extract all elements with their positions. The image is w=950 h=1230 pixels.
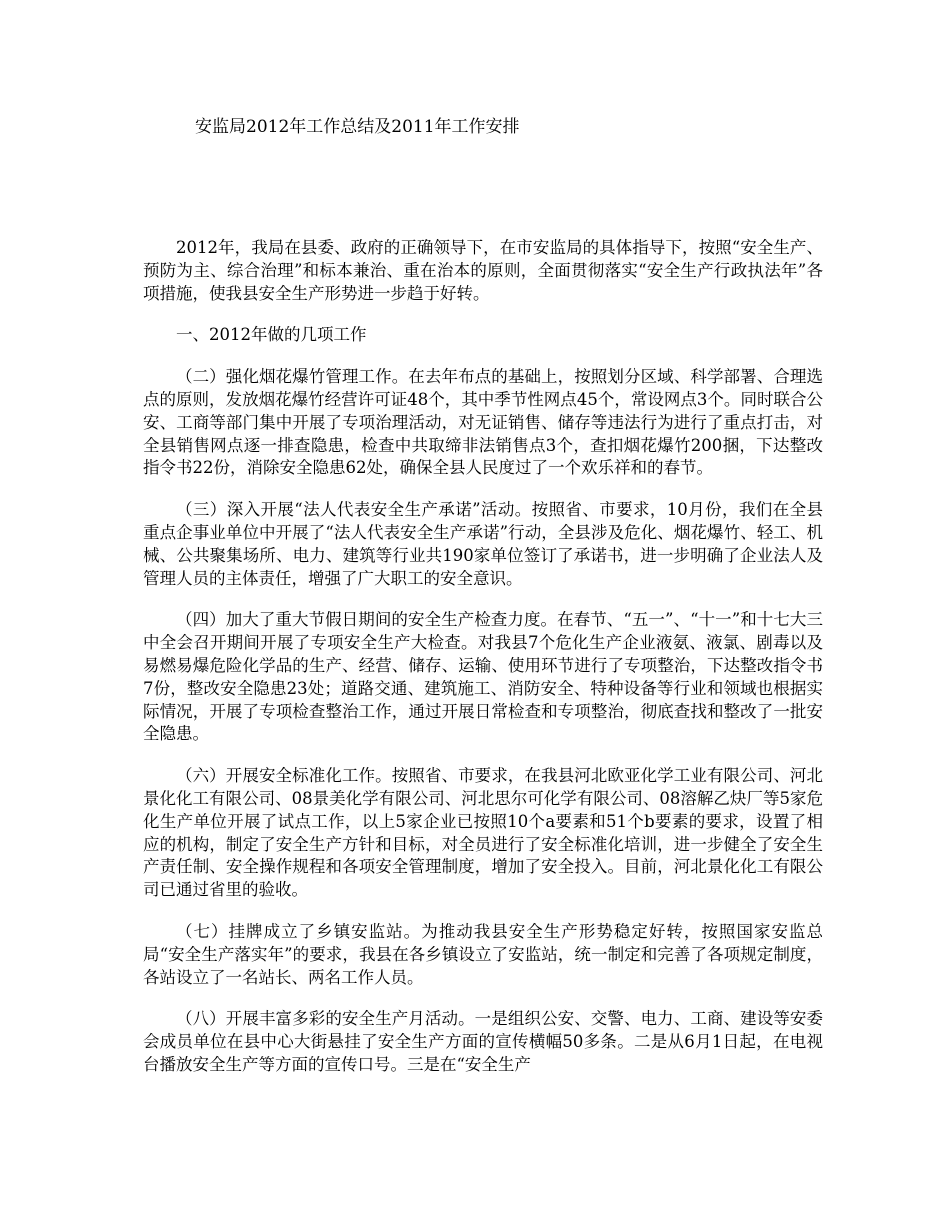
paragraph-standardization: （六）开展安全标准化工作。按照省、市要求，在我县河北欧亚化学工业有限公司、河北景化化工有限公司、08景美化学有限公司、河北思尔可化学有限公司、08溶解乙炔厂等5家危化生产单位开展了试点工作，以上5家企业已按照10个a要素和51个b要素的要求，设置了相应的机构，制定了安全生产方针和目标，对全员进行了安全标准化培训，进一步健全了安全生产责任制、安全操作规程和各项安全管理制度，增加了安全投入。目前，河北景化化工有限公司已通过省里的验收。 (143, 766, 823, 900)
intro-paragraph: 2012年，我局在县委、政府的正确领导下，在市安监局的具体指导下，按照“安全生产、预防为主、综合治理”和标本兼治、重在治本的原则，全面贯彻落实“安全生产行政执法年”各项措施，使我县安全生产形势进一步趋于好转。 (143, 238, 823, 303)
paragraph-fireworks: （二）强化烟花爆竹管理工作。在去年布点的基础上，按照划分区域、科学部署、合理选点的原则，发放烟花爆竹经营许可证48个，其中季节性网点45个，常设网点3个。同时联合公安、工商等部门集中开展了专项治理活动，对无证销售、储存等违法行为进行了重点打击，对全县销售网点逐一排查隐患，检查中共取缔非法销售点3个，查扣烟花爆竹200捆，下达整改指令书22份，消除安全隐患62处，确保全县人民度过了一个欢乐祥和的春节。 (143, 367, 823, 478)
document-title: 安监局2012年工作总结及2011年工作安排 (195, 117, 520, 137)
document-body (143, 237, 823, 1096)
paragraph-safety-month: （八）开展丰富多彩的安全生产月活动。一是组织公安、交警、电力、工商、建设等安委会成员单位在县中心大街悬挂了安全生产方面的宣传横幅50多条。二是从6月1日起，在电视台播放安全生产等方面的宣传口号。三是在“安全生产 (143, 1009, 823, 1074)
paragraph-holiday-inspection: （四）加大了重大节假日期间的安全生产检查力度。在春节、“五一”、“十一”和十七大三中全会召开期间开展了专项安全生产大检查。对我县7个危化生产企业液氨、液氯、剧毒以及易燃易爆危险化学品的生产、经营、储存、运输、使用环节进行了专项整治，下达整改指令书7份，整改安全隐患23处；道路交通、建筑施工、消防安全、特种设备等行业和领域也根据实际情况，开展了专项检查整治工作，通过开展日常检查和专项整治，彻底查找和整改了一批安全隐患。 (143, 610, 823, 744)
paragraph-township-stations: （七）挂牌成立了乡镇安监站。为推动我县安全生产形势稳定好转，按照国家安监总局“安全生产落实年”的要求，我县在各乡镇设立了安监站，统一制定和完善了各项规定制度，各站设立了一名站长、两名工作人员。 (143, 921, 823, 987)
section-heading: 一、2012年做的几项工作 (176, 325, 367, 345)
paragraph-commitment: （三）深入开展“法人代表安全生产承诺”活动。按照省、市要求，10月份，我们在全县重点企事业单位中开展了“法人代表安全生产承诺”行动，全县涉及危化、烟花爆竹、轻工、机械、公共聚集场所、电力、建筑等行业共190家单位签订了承诺书，进一步明确了企业法人及管理人员的主体责任，增强了广大职工的安全意识。 (143, 500, 823, 588)
